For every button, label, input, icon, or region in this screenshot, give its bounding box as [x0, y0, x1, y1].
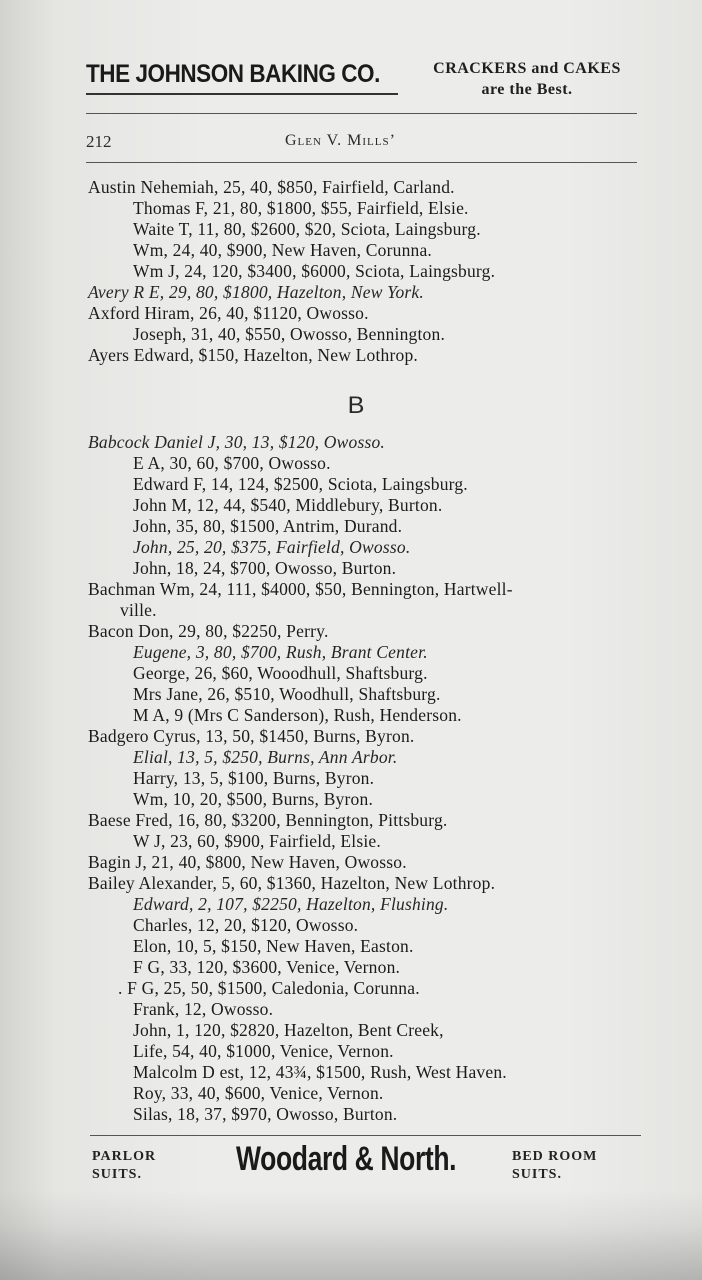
entry: Harry, 13, 5, $100, Burns, Byron. [133, 768, 375, 788]
entry: . F G, 25, 50, $1500, Caledonia, Corunna. [118, 978, 420, 998]
footer-ad-left-line2: SUITS. [92, 1167, 142, 1182]
entry: Axford Hiram, 26, 40, $1120, Owosso. [88, 303, 369, 323]
entry: Avery R E, 29, 80, $1800, Hazelton, New York. [88, 282, 424, 302]
entry: John, 1, 120, $2820, Hazelton, Bent Creek, [133, 1020, 444, 1040]
entry: Malcolm D est, 12, 43¾, $1500, Rush, West Haven. [133, 1062, 507, 1082]
running-head-rule [86, 162, 637, 163]
header-ad-slogan-line2: are the Best. [481, 81, 573, 98]
entry: W J, 23, 60, $900, Fairfield, Elsie. [133, 831, 381, 851]
entry: Charles, 12, 20, $120, Owosso. [133, 915, 359, 935]
entry: Babcock Daniel J, 30, 13, $120, Owosso. [88, 432, 385, 452]
entry: Edward F, 14, 124, $2500, Sciota, Laingsburg. [133, 474, 468, 494]
page-number: 212 [86, 132, 112, 151]
header-ad-underline [86, 93, 398, 95]
entry: Wm, 10, 20, $500, Burns, Byron. [133, 789, 374, 809]
entry: Life, 54, 40, $1000, Venice, Vernon. [133, 1041, 394, 1061]
entry: Mrs Jane, 26, $510, Woodhull, Shaftsburg. [133, 684, 441, 704]
entry: Wm, 24, 40, $900, New Haven, Corunna. [133, 240, 433, 260]
header-rule [86, 113, 637, 114]
entry: Frank, 12, Owosso. [133, 999, 274, 1019]
footer-ad-right [512, 1148, 597, 1184]
footer-rule [90, 1135, 641, 1136]
header-ad-slogan-line1: CRACKERS and CAKES [433, 60, 621, 77]
entry: Wm J, 24, 120, $3400, $6000, Sciota, Laingsburg. [133, 261, 496, 281]
entry: Bailey Alexander, 5, 60, $1360, Hazelton, New Lothrop. [88, 873, 496, 893]
footer-ad-company: Woodard & North. [236, 1140, 457, 1178]
entry: Ayers Edward, $150, Hazelton, New Lothrop. [88, 345, 418, 365]
footer-ad-left [92, 1148, 156, 1184]
entry: John M, 12, 44, $540, Middlebury, Burton. [133, 495, 443, 515]
entry: John, 18, 24, $700, Owosso, Burton. [133, 558, 397, 578]
entry: Thomas F, 21, 80, $1800, $55, Fairfield, Elsie. [133, 198, 469, 218]
footer-ad-left-line1: PARLOR [92, 1149, 157, 1164]
entry: Silas, 18, 37, $970, Owosso, Burton. [133, 1104, 398, 1124]
entry: Joseph, 31, 40, $550, Owosso, Bennington. [133, 324, 446, 344]
entry: John, 35, 80, $1500, Antrim, Durand. [133, 516, 403, 536]
entry: Waite T, 11, 80, $2600, $20, Sciota, Laingsburg. [133, 219, 481, 239]
entry: Elial, 13, 5, $250, Burns, Ann Arbor. [133, 747, 398, 767]
header-ad-company: THE JOHNSON BAKING CO. [86, 60, 380, 88]
entry: Bagin J, 21, 40, $800, New Haven, Owosso. [88, 852, 407, 872]
entry: M A, 9 (Mrs C Sanderson), Rush, Henderson. [133, 705, 462, 725]
entry: George, 26, $60, Wooodhull, Shaftsburg. [133, 663, 428, 683]
entry: F G, 33, 120, $3600, Venice, Vernon. [133, 957, 401, 977]
section-letter: B [347, 392, 365, 419]
entry: Bachman Wm, 24, 111, $4000, $50, Bennington, Hartwell- [88, 579, 513, 599]
entry: E A, 30, 60, $700, Owosso. [133, 453, 331, 473]
footer-ad-right-line2: SUITS. [512, 1167, 562, 1182]
entry: Eugene, 3, 80, $700, Rush, Brant Center. [133, 642, 428, 662]
entry: ville. [120, 600, 157, 620]
entry: Badgero Cyrus, 13, 50, $1450, Burns, Byron. [88, 726, 415, 746]
running-title: Glen V. Mills’ [285, 132, 396, 149]
entry: Edward, 2, 107, $2250, Hazelton, Flushing. [133, 894, 449, 914]
entry: Bacon Don, 29, 80, $2250, Perry. [88, 621, 329, 641]
footer-ad-right-line1: BED ROOM [512, 1149, 598, 1164]
entry: Elon, 10, 5, $150, New Haven, Easton. [133, 936, 414, 956]
entry: Baese Fred, 16, 80, $3200, Bennington, Pittsburg. [88, 810, 448, 830]
entry: John, 25, 20, $375, Fairfield, Owosso. [133, 537, 411, 557]
header-ad-slogan [412, 58, 642, 100]
page-shadow [0, 1190, 702, 1280]
entry: Austin Nehemiah, 25, 40, $850, Fairfield, Carland. [88, 177, 455, 197]
entry: Roy, 33, 40, $600, Venice, Vernon. [133, 1083, 384, 1103]
